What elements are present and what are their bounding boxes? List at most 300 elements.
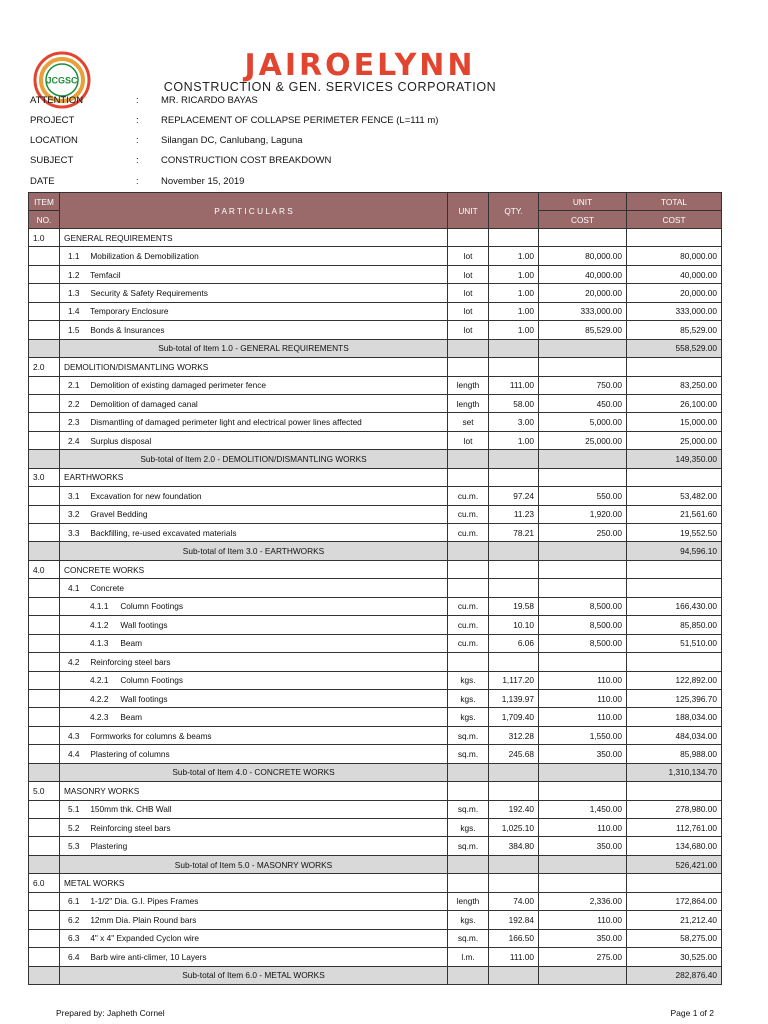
unit-cell — [448, 653, 489, 671]
item-description: Wall footings — [120, 619, 168, 630]
section-row — [29, 358, 722, 376]
unit-cost-cell: 8,500.00 — [539, 616, 627, 634]
particulars-cell — [60, 431, 448, 449]
unit-cell: length — [448, 376, 489, 394]
info-value: Silangan DC, Canlubang, Laguna — [161, 135, 303, 146]
total-cost-cell: 166,430.00 — [627, 597, 722, 615]
total-cost-cell: 19,552.50 — [627, 524, 722, 542]
section-title: MASONRY WORKS — [60, 782, 448, 800]
particulars-cell — [60, 708, 448, 726]
unit-cell: length — [448, 892, 489, 910]
table-row — [29, 302, 722, 320]
qty-cell: 166.50 — [489, 929, 539, 947]
item-description: 1-1/2" Dia. G.I. Pipes Frames — [90, 896, 199, 907]
section-row — [29, 229, 722, 247]
empty-cell — [489, 450, 539, 468]
particulars-cell — [60, 394, 448, 412]
empty-cell — [539, 763, 627, 781]
item-number: 1.3 — [68, 288, 80, 299]
qty-cell: 192.84 — [489, 911, 539, 929]
empty-cell — [448, 229, 489, 247]
particulars-cell — [60, 892, 448, 910]
empty-cell — [448, 542, 489, 560]
particulars-cell — [60, 579, 448, 597]
subtotal-amount: 149,350.00 — [627, 450, 722, 468]
particulars-cell — [60, 413, 448, 431]
section-title: DEMOLITION/DISMANTLING WORKS — [60, 358, 448, 376]
table-row — [29, 671, 722, 689]
table-row — [29, 413, 722, 431]
empty-cell — [627, 358, 722, 376]
table-row — [29, 524, 722, 542]
unit-cost-cell: 1,450.00 — [539, 800, 627, 818]
total-cost-cell: 21,561.60 — [627, 505, 722, 523]
table-row — [29, 597, 722, 615]
particulars-cell — [60, 671, 448, 689]
info-value: November 15, 2019 — [161, 176, 245, 187]
table-body — [29, 229, 722, 985]
total-cost-cell — [627, 653, 722, 671]
unit-cost-cell: 110.00 — [539, 708, 627, 726]
empty-cell — [489, 560, 539, 578]
info-colon: : — [136, 135, 139, 146]
item-number: 6.2 — [68, 914, 80, 925]
total-cost-cell: 80,000.00 — [627, 247, 722, 265]
total-cost-cell: 21,212.40 — [627, 911, 722, 929]
total-cost-cell: 484,034.00 — [627, 726, 722, 744]
item-description: Surplus disposal — [90, 435, 152, 446]
empty-cell — [489, 229, 539, 247]
particulars-cell — [60, 911, 448, 929]
item-description: Demolition of damaged canal — [90, 398, 198, 409]
unit-cell: cu.m. — [448, 616, 489, 634]
item-description: Bonds & Insurances — [90, 324, 165, 335]
unit-cost-cell: 2,336.00 — [539, 892, 627, 910]
total-cost-cell: 53,482.00 — [627, 487, 722, 505]
qty-cell: 6.06 — [489, 634, 539, 652]
table-row — [29, 726, 722, 744]
unit-cost-cell: 1,550.00 — [539, 726, 627, 744]
table-row — [29, 929, 722, 947]
total-cost-cell: 51,510.00 — [627, 634, 722, 652]
table-row — [29, 653, 722, 671]
unit-cost-cell: 25,000.00 — [539, 431, 627, 449]
empty-cell — [29, 339, 60, 357]
table-row — [29, 284, 722, 302]
info-attention — [30, 94, 750, 108]
empty-cell — [448, 468, 489, 486]
item-description: Column Footings — [120, 601, 184, 612]
empty-cell — [29, 929, 60, 947]
logo-text: JCGSC — [46, 75, 78, 86]
table-row — [29, 689, 722, 707]
unit-cell — [448, 579, 489, 597]
unit-cell: cu.m. — [448, 524, 489, 542]
qty-cell: 74.00 — [489, 892, 539, 910]
empty-cell — [29, 911, 60, 929]
item-number: 3.3 — [68, 527, 80, 538]
unit-cell: lot — [448, 431, 489, 449]
particulars-cell — [60, 819, 448, 837]
empty-cell — [539, 468, 627, 486]
section-row — [29, 468, 722, 486]
qty-cell: 58.00 — [489, 394, 539, 412]
particulars-cell — [60, 745, 448, 763]
empty-cell — [539, 560, 627, 578]
particulars-cell — [60, 376, 448, 394]
empty-cell — [29, 579, 60, 597]
empty-cell — [627, 874, 722, 892]
subtotal-row — [29, 855, 722, 873]
table-row — [29, 892, 722, 910]
empty-cell — [539, 542, 627, 560]
item-number: 1.1 — [68, 251, 80, 262]
total-cost-cell: 25,000.00 — [627, 431, 722, 449]
table-row — [29, 800, 722, 818]
table-row — [29, 431, 722, 449]
section-row — [29, 560, 722, 578]
item-description: Reinforcing steel bars — [90, 822, 171, 833]
item-number: 4.1.3 — [90, 638, 109, 649]
qty-cell: 312.28 — [489, 726, 539, 744]
total-cost-cell: 125,396.70 — [627, 689, 722, 707]
total-cost-cell: 85,850.00 — [627, 616, 722, 634]
qty-cell: 245.68 — [489, 745, 539, 763]
subtotal-amount: 558,529.00 — [627, 339, 722, 357]
section-title: EARTHWORKS — [60, 468, 448, 486]
item-number: 4.2.3 — [90, 712, 109, 723]
item-number: 5.3 — [68, 841, 80, 852]
empty-cell — [29, 726, 60, 744]
company-subtitle: CONSTRUCTION & GEN. SERVICES CORPORATION — [163, 80, 497, 94]
item-description: Temporary Enclosure — [90, 306, 169, 317]
page-number: Page 1 of 2 — [670, 1008, 714, 1018]
subtotal-row — [29, 542, 722, 560]
particulars-cell — [60, 321, 448, 339]
item-no: 2.0 — [29, 358, 60, 376]
unit-cost-cell: 350.00 — [539, 745, 627, 763]
item-number: 6.3 — [68, 933, 80, 944]
unit-cell: sq.m. — [448, 800, 489, 818]
item-no: 3.0 — [29, 468, 60, 486]
particulars-cell — [60, 505, 448, 523]
qty-cell: 1.00 — [489, 284, 539, 302]
empty-cell — [29, 284, 60, 302]
particulars-cell — [60, 597, 448, 615]
qty-cell: 192.40 — [489, 800, 539, 818]
empty-cell — [539, 874, 627, 892]
item-description: Formworks for columns & beams — [90, 730, 212, 741]
unit-cost-cell: 110.00 — [539, 689, 627, 707]
item-number: 2.4 — [68, 435, 80, 446]
unit-cost-cell: 275.00 — [539, 948, 627, 966]
empty-cell — [539, 855, 627, 873]
empty-cell — [448, 782, 489, 800]
section-row — [29, 874, 722, 892]
empty-cell — [29, 671, 60, 689]
header-total-cost-2: COST — [627, 211, 722, 229]
item-description: Temfacil — [90, 269, 121, 280]
header-total-cost: TOTAL — [627, 193, 722, 211]
item-description: Plastering of columns — [90, 748, 170, 759]
unit-cost-cell: 250.00 — [539, 524, 627, 542]
header-unit-cost-2: COST — [539, 211, 627, 229]
particulars-cell — [60, 616, 448, 634]
unit-cell: l.m. — [448, 948, 489, 966]
subtotal-row — [29, 966, 722, 984]
qty-cell: 1.00 — [489, 321, 539, 339]
qty-cell: 1,117.20 — [489, 671, 539, 689]
item-number: 1.2 — [68, 269, 80, 280]
qty-cell: 384.80 — [489, 837, 539, 855]
header-item-no: NO. — [29, 211, 60, 229]
item-description: 150mm thk. CHB Wall — [90, 804, 172, 815]
total-cost-cell: 83,250.00 — [627, 376, 722, 394]
subtotal-label: Sub-total of Item 4.0 - CONCRETE WORKS — [60, 763, 448, 781]
table-row — [29, 394, 722, 412]
empty-cell — [29, 376, 60, 394]
particulars-cell — [60, 247, 448, 265]
item-number: 4.1.1 — [90, 601, 109, 612]
total-cost-cell: 20,000.00 — [627, 284, 722, 302]
table-row — [29, 321, 722, 339]
empty-cell — [448, 855, 489, 873]
empty-cell — [448, 358, 489, 376]
total-cost-cell: 30,525.00 — [627, 948, 722, 966]
empty-cell — [448, 763, 489, 781]
table-row — [29, 376, 722, 394]
total-cost-cell: 58,275.00 — [627, 929, 722, 947]
empty-cell — [29, 616, 60, 634]
unit-cost-cell: 750.00 — [539, 376, 627, 394]
qty-cell: 10.10 — [489, 616, 539, 634]
table-row — [29, 819, 722, 837]
info-label: LOCATION — [30, 135, 78, 146]
particulars-cell — [60, 929, 448, 947]
item-description: Beam — [120, 712, 142, 723]
empty-cell — [29, 855, 60, 873]
info-label: SUBJECT — [30, 155, 74, 166]
header-qty: QTY. — [489, 193, 539, 229]
table-row — [29, 487, 722, 505]
empty-cell — [29, 265, 60, 283]
empty-cell — [489, 966, 539, 984]
unit-cell: sq.m. — [448, 929, 489, 947]
particulars-cell — [60, 634, 448, 652]
particulars-cell — [60, 800, 448, 818]
item-no: 1.0 — [29, 229, 60, 247]
subtotal-row — [29, 450, 722, 468]
total-cost-cell: 85,529.00 — [627, 321, 722, 339]
particulars-cell — [60, 726, 448, 744]
empty-cell — [29, 948, 60, 966]
unit-cell: cu.m. — [448, 597, 489, 615]
empty-cell — [539, 966, 627, 984]
unit-cell: sq.m. — [448, 745, 489, 763]
unit-cost-cell: 350.00 — [539, 929, 627, 947]
empty-cell — [627, 782, 722, 800]
empty-cell — [489, 763, 539, 781]
info-colon: : — [136, 95, 139, 106]
item-description: Excavation for new foundation — [90, 490, 202, 501]
table-row — [29, 837, 722, 855]
empty-cell — [539, 450, 627, 468]
subtotal-label: Sub-total of Item 2.0 - DEMOLITION/DISMANTLING WORKS — [60, 450, 448, 468]
item-number: 4.2.2 — [90, 693, 109, 704]
total-cost-cell — [627, 579, 722, 597]
unit-cost-cell: 110.00 — [539, 671, 627, 689]
header-unit: UNIT — [448, 193, 489, 229]
unit-cell: kgs. — [448, 708, 489, 726]
table-row — [29, 616, 722, 634]
empty-cell — [29, 431, 60, 449]
empty-cell — [29, 763, 60, 781]
empty-cell — [29, 524, 60, 542]
unit-cell: cu.m. — [448, 487, 489, 505]
empty-cell — [489, 542, 539, 560]
unit-cell: set — [448, 413, 489, 431]
empty-cell — [29, 247, 60, 265]
info-date — [30, 175, 750, 189]
empty-cell — [29, 892, 60, 910]
info-colon: : — [136, 176, 139, 187]
header-particulars: P A R T I C U L A R S — [60, 193, 448, 229]
empty-cell — [29, 487, 60, 505]
qty-cell: 1.00 — [489, 265, 539, 283]
subtotal-amount: 94,596.10 — [627, 542, 722, 560]
empty-cell — [489, 358, 539, 376]
item-number: 2.3 — [68, 417, 80, 428]
particulars-cell — [60, 948, 448, 966]
total-cost-cell: 40,000.00 — [627, 265, 722, 283]
info-subject — [30, 154, 750, 168]
item-description: Backfilling, re-used excavated materials — [90, 527, 237, 538]
info-colon: : — [136, 155, 139, 166]
item-description: Gravel Bedding — [90, 509, 148, 520]
info-label: DATE — [30, 176, 55, 187]
table-row — [29, 505, 722, 523]
empty-cell — [29, 966, 60, 984]
empty-cell — [29, 634, 60, 652]
item-description: Security & Safety Requirements — [90, 288, 208, 299]
empty-cell — [29, 450, 60, 468]
qty-cell: 3.00 — [489, 413, 539, 431]
subtotal-label: Sub-total of Item 6.0 - METAL WORKS — [60, 966, 448, 984]
empty-cell — [627, 229, 722, 247]
item-description: Dismantling of damaged perimeter light and electrical power lines affected — [90, 417, 362, 428]
item-description: Mobilization & Demobilization — [90, 251, 199, 262]
header-unit-cost: UNIT — [539, 193, 627, 211]
unit-cell: lot — [448, 284, 489, 302]
info-value: REPLACEMENT OF COLLAPSE PERIMETER FENCE (L=111 m) — [161, 115, 439, 126]
item-description: Beam — [120, 638, 142, 649]
empty-cell — [29, 505, 60, 523]
item-number: 6.4 — [68, 951, 80, 962]
qty-cell: 97.24 — [489, 487, 539, 505]
table-row — [29, 265, 722, 283]
subtotal-amount: 1,310,134.70 — [627, 763, 722, 781]
info-value: MR. RICARDO BAYAS — [161, 95, 258, 106]
unit-cost-cell: 8,500.00 — [539, 597, 627, 615]
item-number: 4.4 — [68, 748, 80, 759]
table-row — [29, 247, 722, 265]
empty-cell — [489, 782, 539, 800]
empty-cell — [29, 302, 60, 320]
header-item: ITEM — [29, 193, 60, 211]
item-description: Demolition of existing damaged perimeter fence — [90, 380, 267, 391]
item-description: 12mm Dia. Plain Round bars — [90, 914, 197, 925]
section-title: GENERAL REQUIREMENTS — [60, 229, 448, 247]
item-number: 4.1.2 — [90, 619, 109, 630]
item-number: 5.1 — [68, 804, 80, 815]
empty-cell — [29, 819, 60, 837]
item-number: 2.1 — [68, 380, 80, 391]
unit-cell: lot — [448, 321, 489, 339]
unit-cell: sq.m. — [448, 837, 489, 855]
info-value: CONSTRUCTION COST BREAKDOWN — [161, 155, 332, 166]
empty-cell — [489, 468, 539, 486]
table-row — [29, 745, 722, 763]
qty-cell: 1,709.40 — [489, 708, 539, 726]
qty-cell: 1,139.97 — [489, 689, 539, 707]
subtotal-label: Sub-total of Item 3.0 - EARTHWORKS — [60, 542, 448, 560]
empty-cell — [29, 800, 60, 818]
empty-cell — [448, 966, 489, 984]
table-row — [29, 708, 722, 726]
empty-cell — [448, 874, 489, 892]
unit-cost-cell: 350.00 — [539, 837, 627, 855]
unit-cost-cell: 110.00 — [539, 911, 627, 929]
item-description: Barb wire anti-climer, 10 Layers — [90, 951, 207, 962]
item-number: 1.4 — [68, 306, 80, 317]
particulars-cell — [60, 487, 448, 505]
particulars-cell — [60, 302, 448, 320]
item-description: 4" x 4" Expanded Cyclon wire — [90, 933, 200, 944]
subtotal-label: Sub-total of Item 1.0 - GENERAL REQUIREMENTS — [60, 339, 448, 357]
item-description: Concrete — [90, 583, 124, 594]
info-label: PROJECT — [30, 115, 75, 126]
empty-cell — [29, 653, 60, 671]
item-number: 3.1 — [68, 490, 80, 501]
empty-cell — [539, 358, 627, 376]
subtotal-row — [29, 339, 722, 357]
item-description: Reinforcing steel bars — [90, 656, 171, 667]
total-cost-cell: 333,000.00 — [627, 302, 722, 320]
unit-cost-cell: 8,500.00 — [539, 634, 627, 652]
item-no: 5.0 — [29, 782, 60, 800]
unit-cost-cell: 110.00 — [539, 819, 627, 837]
empty-cell — [29, 413, 60, 431]
info-location — [30, 134, 750, 148]
total-cost-cell: 112,761.00 — [627, 819, 722, 837]
qty-cell: 1.00 — [489, 247, 539, 265]
qty-cell — [489, 579, 539, 597]
particulars-cell — [60, 689, 448, 707]
empty-cell — [489, 855, 539, 873]
item-description: Wall footings — [120, 693, 168, 704]
unit-cell: kgs. — [448, 911, 489, 929]
unit-cost-cell: 40,000.00 — [539, 265, 627, 283]
qty-cell: 11.23 — [489, 505, 539, 523]
empty-cell — [29, 597, 60, 615]
item-number: 2.2 — [68, 398, 80, 409]
table-row — [29, 579, 722, 597]
item-number: 4.2.1 — [90, 675, 109, 686]
info-colon: : — [136, 115, 139, 126]
particulars-cell — [60, 524, 448, 542]
unit-cost-cell: 1,920.00 — [539, 505, 627, 523]
empty-cell — [448, 339, 489, 357]
